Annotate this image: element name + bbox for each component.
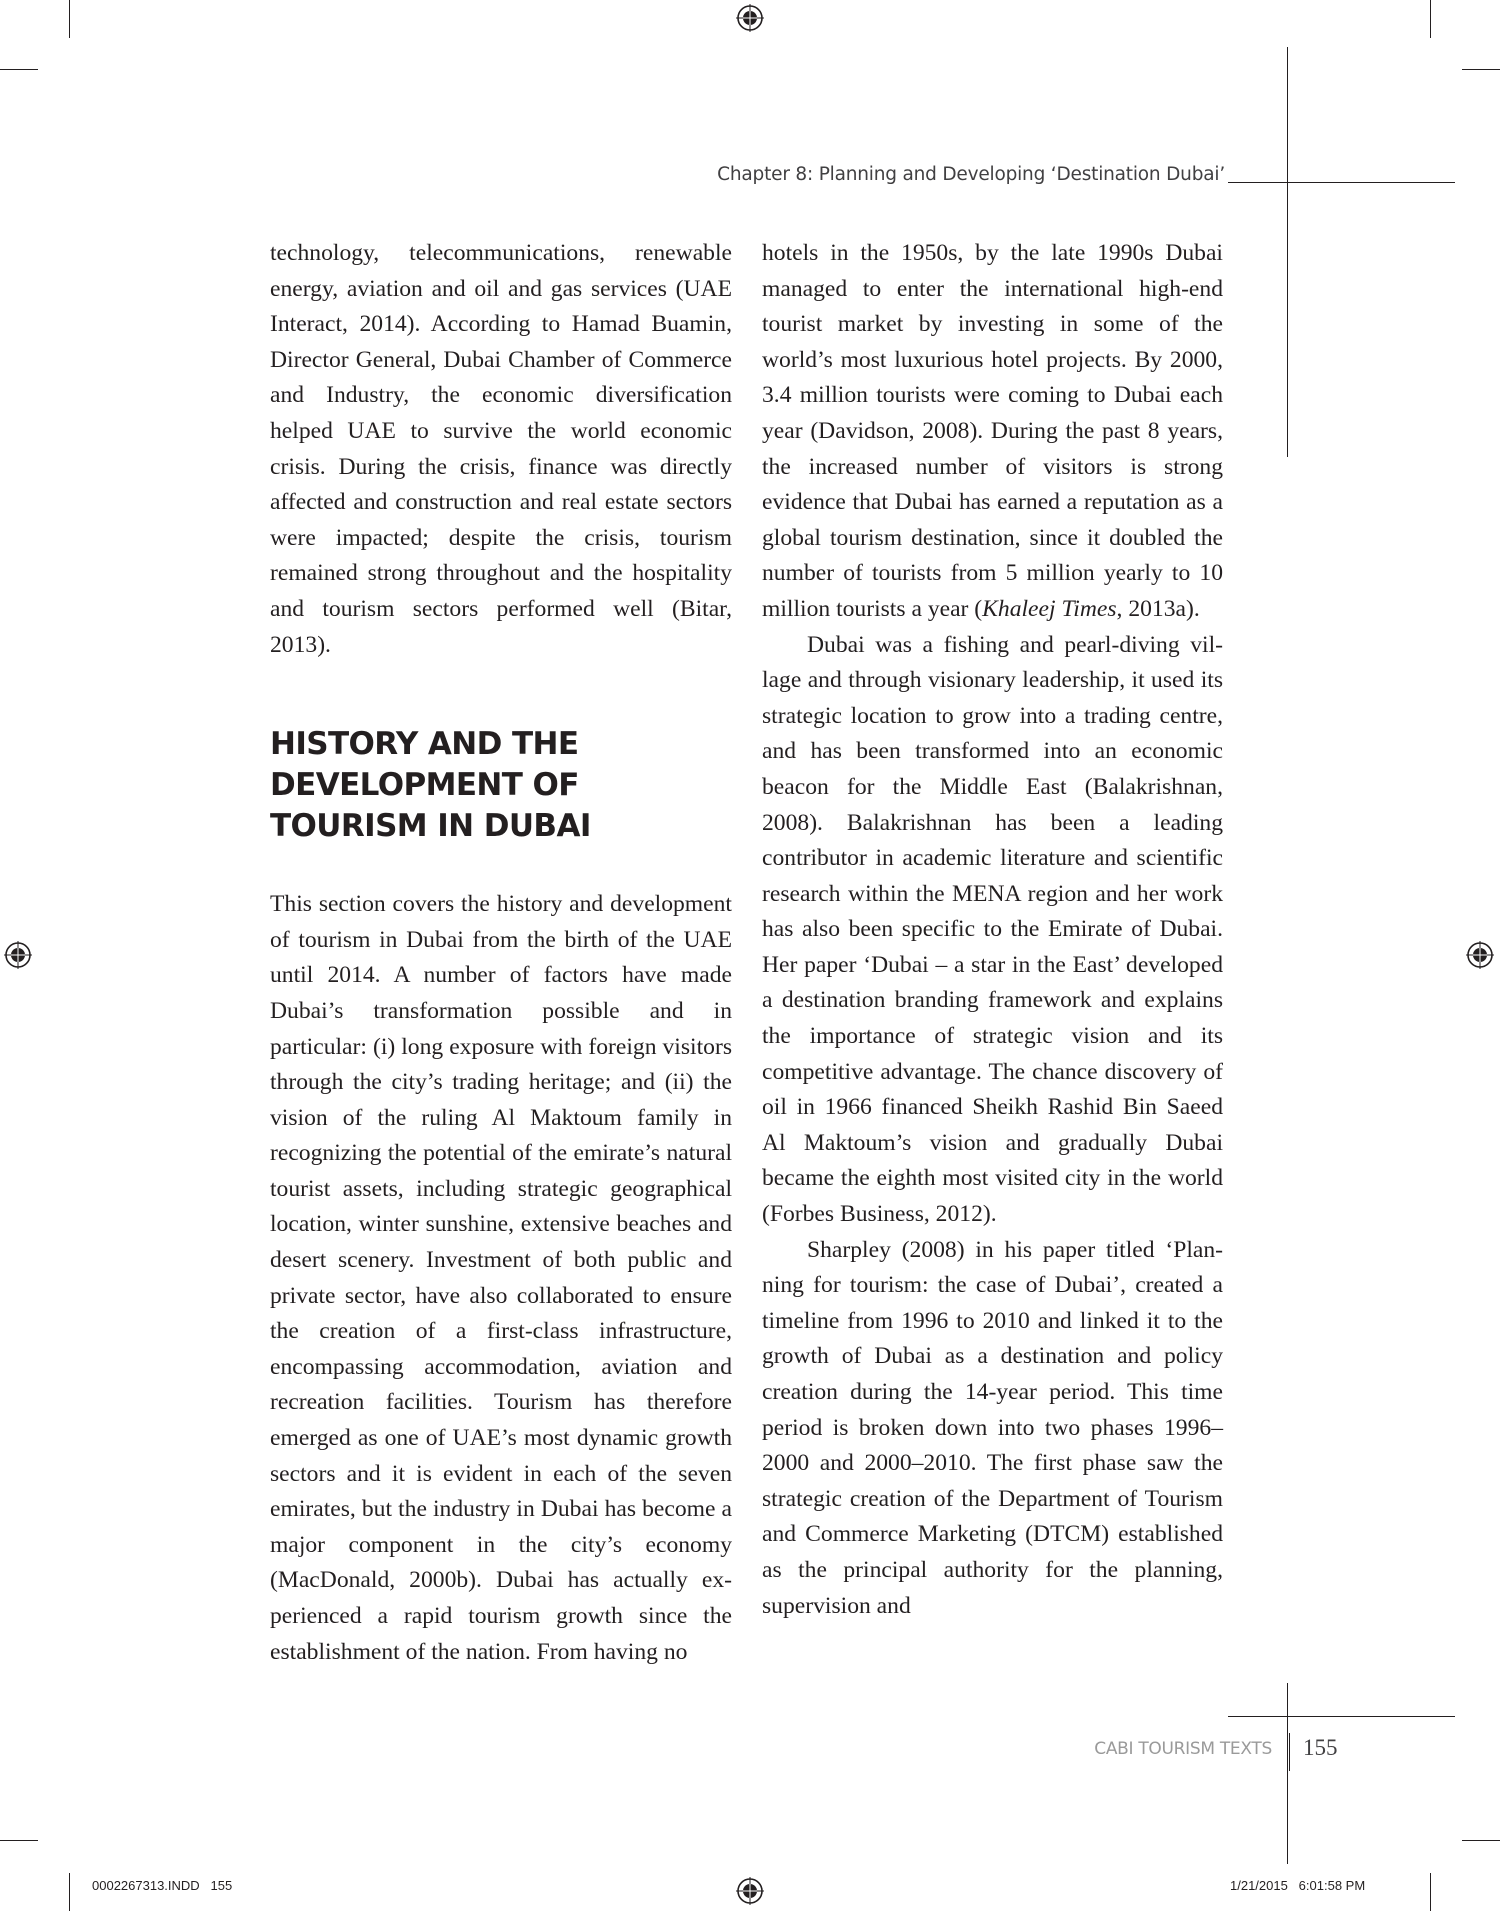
right-paragraph-1-text: hotels in the 1950s, by the late 1990s Dubai managed to enter the international high-end tourist market by investing in some of the world’s most luxurious hotel projects. By 2000, 3.4 million tourists were coming to Dubai each year (Davidson, 2008). During the past 8 years, the increased number of visitors is strong evidence that Dubai has earned a reputation as a global tourism destination, since it doubled the number of tourists from 5 million yearly to 10 million tourists a year ( — [762, 240, 1223, 622]
footer-rule — [1228, 1716, 1455, 1717]
left-column — [270, 236, 732, 1670]
margin-rule-bottom-vertical — [1287, 1683, 1288, 1864]
right-column — [762, 236, 1223, 1624]
running-head-rule — [1228, 182, 1455, 183]
right-paragraph-1 — [762, 236, 1223, 628]
margin-rule-top-vertical — [1287, 47, 1288, 457]
registration-mark-left-icon — [4, 941, 32, 969]
footer-series-title: CABI TOURISM TEXTS — [1094, 1739, 1272, 1759]
crop-mark-top-left-h — [0, 69, 38, 70]
folio-divider — [1289, 1733, 1290, 1771]
right-paragraph-2: Dubai was a fishing and pearl-diving village and through visionary leadership, it used its strategic location to grow into a trading centre, and has been transformed into an economic beacon for the Middle East (Balakrishnan, 2008). Balakrishnan has been a leading contributor in academic literature and scientific research within the MENA region and her work has also been specific to the Emirate of Dubai. Her paper ‘Dubai – a star in the East’ developed a destination branding framework and explains the importance of strategic vision and its competitive advantage. The chance discovery of oil in 1966 financed Sheikh Rashid Bin Saeed Al Maktoum’s vision and gradually Dubai became the eighth most visited city in the world (Forbes Business, 2012). — [762, 631, 1223, 1228]
left-paragraph-1: technology, telecommunications, renewable energy, aviation and oil and gas services (UAE Interact, 2014). According to Hamad Buamin, Director General, Dubai Chamber of Commerce and Industry, the economic diversification helped UAE to survive the world economic crisis. During the crisis, finance was directly affected and construction and real estate sectors were impacted; despite the crisis, tourism remained strong throughout and the hospitality and tourism sectors performed well (Bitar, 2013). — [270, 240, 732, 658]
crop-mark-top-right-v — [1430, 0, 1431, 38]
crop-mark-bottom-left-v — [69, 1873, 70, 1911]
left-paragraph-2: This section covers the history and development of tourism in Dubai from the birth of the UAE until 2014. A number of factors have made Dubai’s transformation possible and in particular: (i) long exposure with foreign visitors through the city’s trading heritage; and (ii) the vision of the ruling Al Maktoum family in recognizing the potential of the emirate’s natural tourist assets, including strategic geographical location, winter sunshine, extensive beaches and desert scenery. Investment of both public and private sector, have also collaborated to ensure the creation of a first-class infrastructure, encompassing accommodation, aviation and recreation facilities. Tourism has therefore emerged as one of UAE’s most dynamic growth sectors and it is evident in each of the seven emirates, but the industry in Dubai has become a major component in the city’s economy (MacDonald, 2000b). Dubai has actually experienced a rapid tourism growth since the establishment of the nation. From having no — [270, 891, 732, 1665]
crop-mark-bottom-left-h — [0, 1840, 38, 1841]
registration-mark-right-icon — [1466, 941, 1494, 969]
running-head: Chapter 8: Planning and Developing ‘Destination Dubai’ — [717, 164, 1225, 185]
crop-mark-bottom-right-v — [1430, 1873, 1431, 1911]
crop-mark-bottom-right-h — [1462, 1840, 1500, 1841]
crop-mark-top-right-h — [1462, 69, 1500, 70]
page-number: 155 — [1303, 1735, 1338, 1760]
crop-mark-top-left-v — [69, 0, 70, 38]
registration-mark-top-icon — [736, 4, 764, 32]
right-paragraph-3: Sharpley (2008) in his paper titled ‘Planning for tourism: the case of Dubai’, created a timeline from 1996 to 2010 and linked it to the growth of Dubai as a destination and policy creation during the 14-year period. This time period is broken down into two phases 1996–2000 and 2000–2010. The first phase saw the strategic creation of the Department of Tourism and Commerce Marketing (DTCM) established as the principal authority for the planning, supervision and — [762, 1236, 1223, 1619]
citation-khaleej-times: Khaleej Times — [982, 595, 1117, 622]
slug-timestamp: 1/21/2015 6:01:58 PM — [1230, 1878, 1366, 1893]
right-paragraph-1-end: , 2013a). — [1116, 595, 1200, 622]
section-heading: HISTORY AND THE DEVELOPMENT OF TOURISM IN DUBAI — [270, 726, 591, 845]
slug-file-name: 0002267313.INDD 155 — [92, 1878, 233, 1893]
registration-mark-bottom-icon — [736, 1877, 764, 1905]
